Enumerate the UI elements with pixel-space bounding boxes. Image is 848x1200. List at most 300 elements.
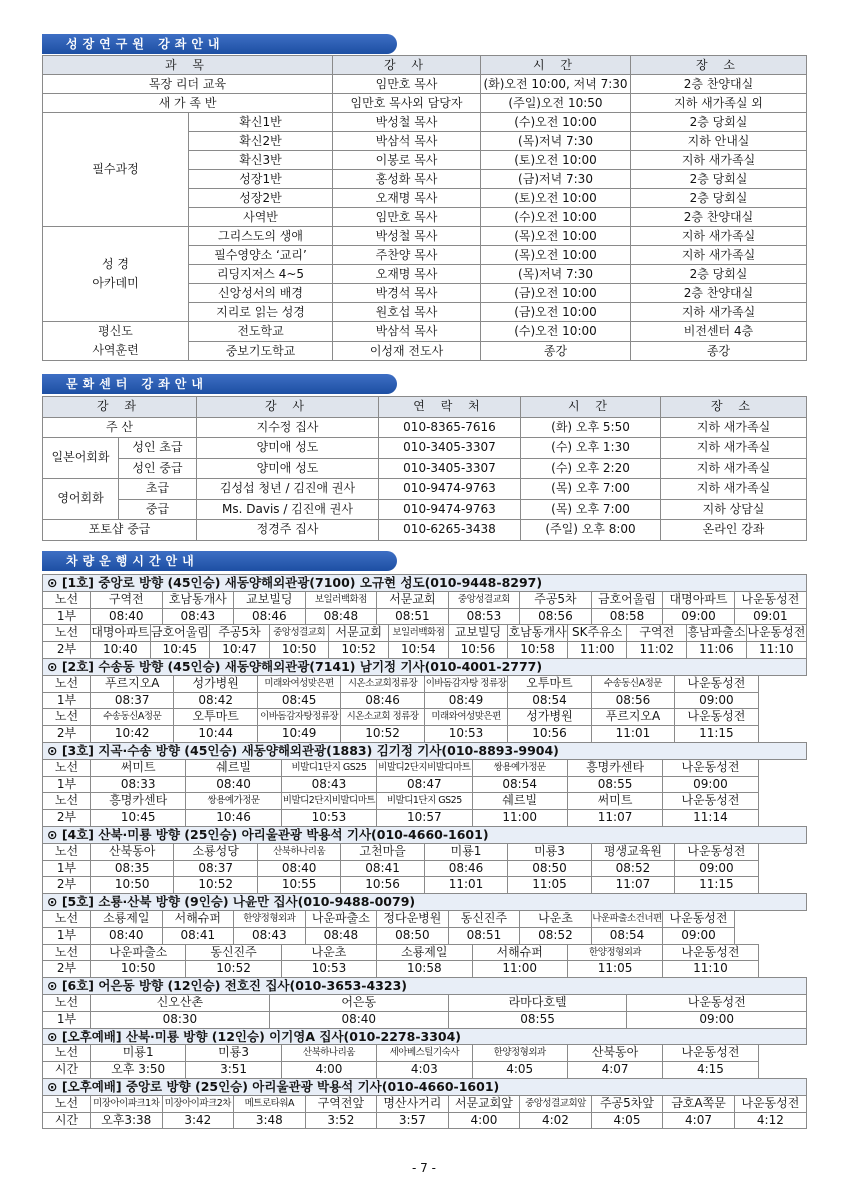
stop-time: 10:50 <box>269 642 329 659</box>
place: 지하 새가족실 외 <box>631 94 807 113</box>
place: 2층 당회실 <box>631 113 807 132</box>
section-banner-vehicle: 차량운행시간안내 <box>42 551 397 571</box>
table-row <box>43 417 807 438</box>
subject: 확신1반 <box>189 113 333 132</box>
route-label: 노선 <box>43 910 91 927</box>
stop-name: 써미트 <box>91 759 186 776</box>
route-label: 노선 <box>43 675 91 692</box>
run-part: 2부 <box>43 642 91 659</box>
stops-row <box>43 675 807 692</box>
time: (목) 오후 7:00 <box>521 479 661 500</box>
stop-name: 고천마을 <box>341 843 424 860</box>
teacher: 박경석 목사 <box>333 284 481 303</box>
stop-name: 주공5차 <box>210 625 270 642</box>
group-label-bible-academy-text: 성 경 <box>102 257 129 271</box>
stop-time: 08:53 <box>448 608 520 625</box>
table-row <box>43 499 807 520</box>
run-part: 1부 <box>43 927 91 944</box>
header-place: 장 소 <box>661 397 807 418</box>
header-course: 강 좌 <box>43 397 197 418</box>
stop-name: 나운동성전 <box>675 843 758 860</box>
route-label: 노선 <box>43 793 91 810</box>
times-row <box>43 1062 807 1079</box>
stop-name: 대명아파트 <box>663 591 735 608</box>
subject: 전도학교 <box>189 322 333 342</box>
course-english: 영어회화 <box>43 479 119 520</box>
stop-name: 이바돔감자탕 정류장 <box>424 675 507 692</box>
stops-row <box>43 709 807 726</box>
stop-time: 08:56 <box>591 692 674 709</box>
stop-name: 써미트 <box>567 793 662 810</box>
stop-name: 구역전앞 <box>305 1095 377 1112</box>
phone: 010-9474-9763 <box>379 499 521 520</box>
stop-name: 나운파출소건너편 <box>591 910 663 927</box>
stop-name: 나운동성전 <box>663 910 735 927</box>
stop-time: 11:10 <box>746 642 806 659</box>
run-part: 1부 <box>43 776 91 793</box>
stop-name: 미룡3 <box>186 1045 281 1062</box>
subject: 사역반 <box>189 208 333 227</box>
stop-time: 08:54 <box>508 692 591 709</box>
stop-time: 08:54 <box>472 776 567 793</box>
place: 비전센터 4층 <box>631 322 807 342</box>
table-row <box>43 520 807 541</box>
run-part: 1부 <box>43 608 91 625</box>
phone: 010-3405-3307 <box>379 438 521 459</box>
run-part: 1부 <box>43 860 91 877</box>
stop-name: 나운동성전 <box>663 1045 758 1062</box>
stop-time: 10:54 <box>389 642 449 659</box>
stop-name: 푸르지오A <box>591 709 674 726</box>
stop-time: 11:00 <box>567 642 627 659</box>
stop-name: 호남동개사 <box>508 625 568 642</box>
stop-name: 소룡제일 <box>377 944 472 961</box>
stop-time: 3:51 <box>186 1062 281 1079</box>
header-phone: 연 락 처 <box>379 397 521 418</box>
route-header <box>43 658 807 675</box>
stop-name: 나운초 <box>281 944 376 961</box>
stop-time: 10:46 <box>186 810 281 827</box>
stop-time: 10:56 <box>508 726 591 743</box>
stop-name: 산북동아 <box>567 1045 662 1062</box>
place: 지하 새가족실 <box>661 458 807 479</box>
stop-time: 10:58 <box>377 961 472 978</box>
place: 2층 찬양대실 <box>631 284 807 303</box>
stop-name: 구역전 <box>627 625 687 642</box>
times-row <box>43 810 807 827</box>
place: 종강 <box>631 341 807 361</box>
place: 지하 새가족실 <box>631 303 807 322</box>
stop-name: 소룡제일 <box>91 910 163 927</box>
subject: 그리스도의 생애 <box>189 227 333 246</box>
place: 지하 새가족실 <box>631 246 807 265</box>
level: 중급 <box>119 499 197 520</box>
stop-time: 08:40 <box>91 608 163 625</box>
stop-time: 4:07 <box>663 1112 735 1129</box>
stop-time: 08:55 <box>448 1011 627 1028</box>
stop-time: 08:43 <box>234 927 306 944</box>
stop-time: 08:33 <box>91 776 186 793</box>
stop-time: 11:07 <box>591 877 674 894</box>
teacher: 임만호 목사외 담당자 <box>333 94 481 113</box>
stop-name: 한양정형외과 <box>567 944 662 961</box>
stop-time: 09:00 <box>663 776 758 793</box>
vehicle-schedule-table <box>42 574 807 1129</box>
stop-name: 금호A쪽문 <box>663 1095 735 1112</box>
stop-time: 08:43 <box>281 776 376 793</box>
stop-time: 4:15 <box>663 1062 758 1079</box>
phone: 010-6265-3438 <box>379 520 521 541</box>
place: 2층 당회실 <box>631 265 807 284</box>
stop-time: 11:05 <box>508 877 591 894</box>
run-part: 시간 <box>43 1112 91 1129</box>
stop-time: 11:06 <box>687 642 747 659</box>
stop-name: 비발디2단지비발디마트 <box>281 793 376 810</box>
stops-row <box>43 759 807 776</box>
stop-time: 08:47 <box>377 776 472 793</box>
stop-name: 나운동성전 <box>746 625 806 642</box>
stop-time: 10:45 <box>150 642 210 659</box>
stop-name: 중앙성결교회앞 <box>520 1095 592 1112</box>
header-place: 장 소 <box>631 56 807 75</box>
run-part: 2부 <box>43 726 91 743</box>
growth-table <box>42 55 807 361</box>
place: 지하 새가족실 <box>631 227 807 246</box>
level: 초급 <box>119 479 197 500</box>
stop-name: 산북하나리움 <box>281 1045 376 1062</box>
stop-name: 시온소교회정류장 <box>341 675 424 692</box>
route-header <box>43 742 807 759</box>
time: (목)오전 10:00 <box>481 246 631 265</box>
stop-name: 미룡1 <box>424 843 507 860</box>
route-label: 노선 <box>43 759 91 776</box>
subject: 확신2반 <box>189 132 333 151</box>
times-row <box>43 726 807 743</box>
route-label: 노선 <box>43 1045 91 1062</box>
stop-name: 나운동성전 <box>663 759 758 776</box>
time: (목)저녁 7:30 <box>481 265 631 284</box>
place: 지하 상담실 <box>661 499 807 520</box>
stop-time: 4:00 <box>448 1112 520 1129</box>
route-header <box>43 826 807 843</box>
stop-time: 10:52 <box>174 877 257 894</box>
stops-row <box>43 793 807 810</box>
stop-name: 산북동아 <box>91 843 174 860</box>
teacher: Ms. Davis / 김진애 권사 <box>197 499 379 520</box>
teacher: 박삼석 목사 <box>333 322 481 342</box>
stop-time: 08:49 <box>424 692 507 709</box>
time: (금)오전 10:00 <box>481 303 631 322</box>
times-row <box>43 692 807 709</box>
stop-name: 쌍용예가정문 <box>186 793 281 810</box>
stop-name: 쌍용예가정문 <box>472 759 567 776</box>
stop-name: 나운동성전 <box>663 944 758 961</box>
route-label: 노선 <box>43 944 91 961</box>
group-label-bible-academy <box>43 227 189 322</box>
times-row <box>43 608 807 625</box>
stop-time: 09:00 <box>663 608 735 625</box>
stop-name: 서해슈퍼 <box>162 910 234 927</box>
place: 2층 당회실 <box>631 189 807 208</box>
stop-time: 08:41 <box>162 927 234 944</box>
run-part: 2부 <box>43 961 91 978</box>
header-teacher: 강 사 <box>197 397 379 418</box>
table-row <box>43 458 807 479</box>
stop-time: 4:05 <box>591 1112 663 1129</box>
stop-name: 수송동신A정문 <box>91 709 174 726</box>
stop-name: 쉐르빌 <box>472 793 567 810</box>
subject: 중보기도학교 <box>189 341 333 361</box>
stop-name: 서문교회 <box>329 625 389 642</box>
stop-name: 나운동성전 <box>734 1095 806 1112</box>
stop-name: 라마다호텔 <box>448 994 627 1011</box>
stop-name: 성가병원 <box>174 675 257 692</box>
group-label-lay-training <box>43 322 189 361</box>
route-header <box>43 1028 807 1045</box>
culture-table <box>42 396 807 541</box>
stop-name: 대명아파트 <box>91 625 151 642</box>
route-title: ⊙ [4호] 산북·미룡 방향 (25인승) 아리울관광 박용석 기사(010-4660-1601) <box>43 826 807 843</box>
stop-time: 4:07 <box>567 1062 662 1079</box>
route-header <box>43 1078 807 1095</box>
teacher: 양미애 성도 <box>197 458 379 479</box>
time: (목)저녁 7:30 <box>481 132 631 151</box>
header-subject: 과 목 <box>43 56 333 75</box>
teacher: 이성재 전도사 <box>333 341 481 361</box>
stop-time: 10:56 <box>448 642 508 659</box>
teacher: 양미애 성도 <box>197 438 379 459</box>
stop-name: 오투마트 <box>174 709 257 726</box>
times-row <box>43 877 807 894</box>
stop-name: 세아베스틸기숙사 <box>377 1045 472 1062</box>
place: 지하 안내실 <box>631 132 807 151</box>
table-row <box>43 322 807 342</box>
stop-time: 오후3:38 <box>91 1112 163 1129</box>
stop-name: 성가병원 <box>508 709 591 726</box>
stops-row <box>43 910 807 927</box>
subject: 확신3반 <box>189 151 333 170</box>
run-part: 1부 <box>43 692 91 709</box>
stops-row <box>43 944 807 961</box>
stop-name: 서문교회 <box>377 591 449 608</box>
stop-time: 08:50 <box>508 860 591 877</box>
route-label: 노선 <box>43 1095 91 1112</box>
stop-name: 호남동개사 <box>162 591 234 608</box>
stop-time: 10:50 <box>91 877 174 894</box>
stop-name: 나운파출소 <box>91 944 186 961</box>
table-row <box>43 113 807 132</box>
stop-time: 11:07 <box>567 810 662 827</box>
time: (토)오전 10:00 <box>481 151 631 170</box>
stop-time: 11:00 <box>472 810 567 827</box>
stop-time: 08:58 <box>591 608 663 625</box>
place: 지하 새가족실 <box>661 417 807 438</box>
subject: 지리로 읽는 성경 <box>189 303 333 322</box>
stop-time: 08:43 <box>162 608 234 625</box>
stop-time: 10:55 <box>257 877 340 894</box>
times-row <box>43 642 807 659</box>
stop-time: 08:54 <box>591 927 663 944</box>
place: 지하 새가족실 <box>661 438 807 459</box>
times-row <box>43 860 807 877</box>
stop-time: 08:42 <box>174 692 257 709</box>
stops-row <box>43 625 807 642</box>
place: 지하 새가족실 <box>661 479 807 500</box>
stop-name: 한양정형외과 <box>472 1045 567 1062</box>
stop-time: 10:44 <box>174 726 257 743</box>
stop-time: 11:10 <box>663 961 758 978</box>
times-row <box>43 1011 807 1028</box>
stop-name: 나운동성전 <box>675 675 758 692</box>
stop-name: 나운동성전 <box>734 591 806 608</box>
stop-name: 나운파출소 <box>305 910 377 927</box>
stop-name: 비발디1단지 GS25 <box>281 759 376 776</box>
stop-time: 08:46 <box>424 860 507 877</box>
teacher: 정경주 집사 <box>197 520 379 541</box>
stop-time: 10:52 <box>341 726 424 743</box>
stop-time: 08:40 <box>186 776 281 793</box>
stop-time: 11:01 <box>424 877 507 894</box>
stop-name: 이바돔감자탕정류장 <box>257 709 340 726</box>
time: (화)오전 10:00, 저녁 7:30 <box>481 75 631 94</box>
times-row <box>43 1112 807 1129</box>
stop-name: 중앙성결교회 <box>448 591 520 608</box>
stop-time: 08:30 <box>91 1011 270 1028</box>
subject: 성장2반 <box>189 189 333 208</box>
stop-name: 나운초 <box>520 910 592 927</box>
teacher: 이봉로 목사 <box>333 151 481 170</box>
stop-time: 3:57 <box>377 1112 449 1129</box>
place: 지하 새가족실 <box>631 151 807 170</box>
place: 2층 당회실 <box>631 170 807 189</box>
teacher: 임만호 목사 <box>333 208 481 227</box>
stop-name: 미룡1 <box>91 1045 186 1062</box>
stop-name: 산북하나리움 <box>257 843 340 860</box>
stop-time: 4:05 <box>472 1062 567 1079</box>
stop-time: 4:12 <box>734 1112 806 1129</box>
time: (수)오전 10:00 <box>481 208 631 227</box>
stop-name: 어은동 <box>269 994 448 1011</box>
route-label: 노선 <box>43 994 91 1011</box>
stop-name: 금호어울림 <box>150 625 210 642</box>
stop-time: 11:15 <box>675 877 758 894</box>
stop-time: 08:56 <box>520 608 592 625</box>
subject: 성장1반 <box>189 170 333 189</box>
stop-time: 08:46 <box>341 692 424 709</box>
teacher: 박삼석 목사 <box>333 132 481 151</box>
stop-time: 10:50 <box>91 961 186 978</box>
subject: 신앙성서의 배경 <box>189 284 333 303</box>
stop-name: 미장아이파크1차 <box>91 1095 163 1112</box>
stop-time: 09:00 <box>663 927 735 944</box>
stop-name: 미룡3 <box>508 843 591 860</box>
place: 온라인 강좌 <box>661 520 807 541</box>
stops-row <box>43 1095 807 1112</box>
time: (주일) 오후 8:00 <box>521 520 661 541</box>
stop-time: 10:52 <box>329 642 389 659</box>
table-row <box>43 227 807 246</box>
stop-name: 정다운병원 <box>377 910 449 927</box>
teacher: 주찬양 목사 <box>333 246 481 265</box>
stop-name: 소룡성당 <box>174 843 257 860</box>
times-row <box>43 927 807 944</box>
group-label-bible-academy-text: 아카데미 <box>92 276 139 290</box>
run-part: 시간 <box>43 1062 91 1079</box>
stop-time: 오후 3:50 <box>91 1062 186 1079</box>
phone: 010-8365-7616 <box>379 417 521 438</box>
subject: 새 가 족 반 <box>43 94 333 113</box>
stop-time: 08:51 <box>377 608 449 625</box>
run-part: 2부 <box>43 877 91 894</box>
table-row <box>43 438 807 459</box>
place: 2층 찬양대실 <box>631 75 807 94</box>
level: 성인 초급 <box>119 438 197 459</box>
group-label-lay-training-text: 평신도 <box>98 324 133 338</box>
stop-time: 10:53 <box>281 961 376 978</box>
route-header <box>43 978 807 995</box>
stop-name: 시온소교회 정류장 <box>341 709 424 726</box>
stop-name: 명산사거리 <box>377 1095 449 1112</box>
stop-name: 금호어울림 <box>591 591 663 608</box>
stop-name: 보일러백화점 <box>389 625 449 642</box>
teacher: 원호섭 목사 <box>333 303 481 322</box>
stop-time: 09:00 <box>675 692 758 709</box>
stop-time: 11:15 <box>675 726 758 743</box>
route-title: ⊙ [3호] 지곡·수송 방향 (45인승) 새동양해외관광(1883) 김기정 기사(010-8893-9904) <box>43 742 807 759</box>
stop-time: 10:56 <box>341 877 424 894</box>
teacher: 김성섭 청년 / 김진애 권사 <box>197 479 379 500</box>
stop-time: 11:02 <box>627 642 687 659</box>
group-label-required-text: 필수과정 <box>92 162 139 176</box>
time: (토)오전 10:00 <box>481 189 631 208</box>
course: 주 산 <box>43 417 197 438</box>
stop-name: 서문교회앞 <box>448 1095 520 1112</box>
stop-time: 08:52 <box>520 927 592 944</box>
stop-time: 10:53 <box>281 810 376 827</box>
stop-name: 흥남파출소 <box>687 625 747 642</box>
stop-name: 교보빌딩 <box>448 625 508 642</box>
stop-time: 4:03 <box>377 1062 472 1079</box>
stop-time: 08:37 <box>91 692 174 709</box>
stop-time: 4:00 <box>281 1062 376 1079</box>
route-header <box>43 894 807 911</box>
stop-time: 10:40 <box>91 642 151 659</box>
run-part: 2부 <box>43 810 91 827</box>
stop-name: 구역전 <box>91 591 163 608</box>
stop-name: 서해슈퍼 <box>472 944 567 961</box>
stop-name: 신오산촌 <box>91 994 270 1011</box>
stop-time: 11:00 <box>472 961 567 978</box>
time: (목) 오후 7:00 <box>521 499 661 520</box>
subject: 리딩지저스 4~5 <box>189 265 333 284</box>
stop-time: 08:40 <box>257 860 340 877</box>
place: 2층 찬양대실 <box>631 208 807 227</box>
stop-time: 08:46 <box>234 608 306 625</box>
stop-name: 비발디2단지비발디마트 <box>377 759 472 776</box>
stop-name: 동신진주 <box>448 910 520 927</box>
stop-time: 09:00 <box>627 1011 806 1028</box>
times-row <box>43 961 807 978</box>
section-banner-growth: 성장연구원 강좌안내 <box>42 34 397 54</box>
phone: 010-3405-3307 <box>379 458 521 479</box>
time: (수) 오후 2:20 <box>521 458 661 479</box>
stops-row <box>43 591 807 608</box>
route-label: 노선 <box>43 709 91 726</box>
stop-time: 11:05 <box>567 961 662 978</box>
stop-name: 미래와여성맞은편 <box>257 675 340 692</box>
teacher: 임만호 목사 <box>333 75 481 94</box>
stop-name: 평생교육원 <box>591 843 674 860</box>
